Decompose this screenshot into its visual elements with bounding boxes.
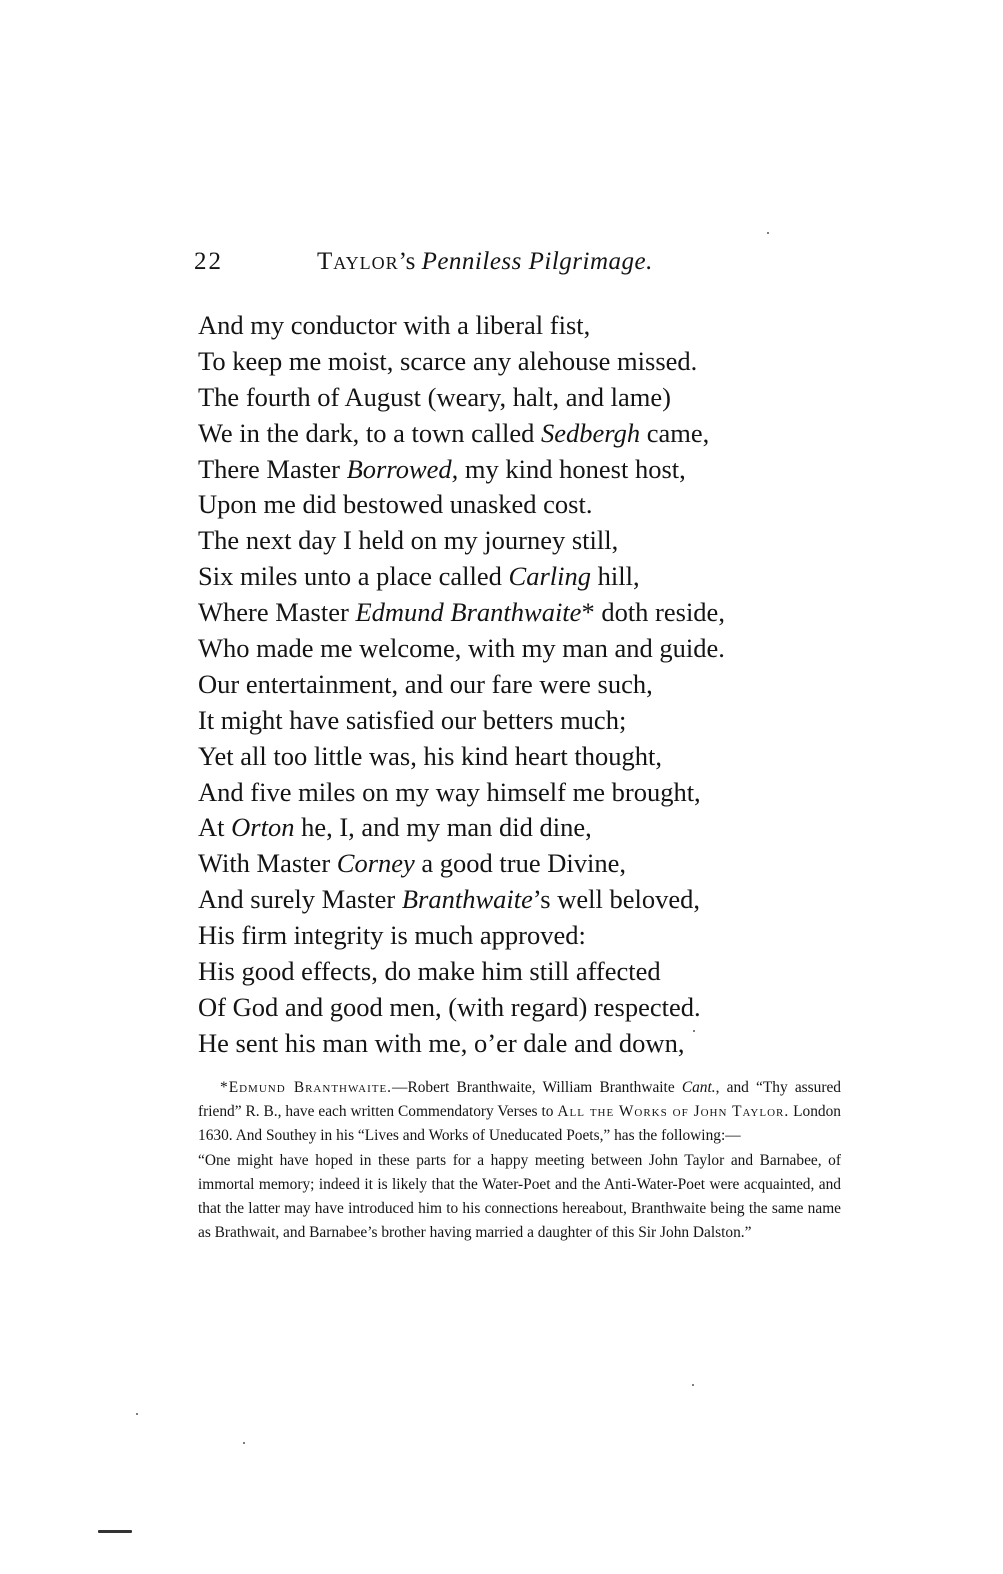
footnote-paragraph (198, 1076, 841, 1149)
poem-text-run: came, (640, 417, 710, 448)
poem-line (198, 523, 898, 559)
poem-line (198, 380, 898, 416)
poem-line (198, 954, 898, 990)
poem-italic-name: Branthwaite (401, 884, 533, 915)
poem-text-run: Of God and good men, (with regard) respected. (198, 991, 701, 1022)
poem-text-run: With Master (198, 848, 337, 879)
footnote-italic: Cant. (681, 1079, 716, 1096)
poem-line (198, 703, 898, 739)
scan-speck (692, 1384, 694, 1386)
scan-speck (98, 1530, 132, 1533)
poem-text-run: he, I, and my man did dine, (294, 812, 592, 843)
poem-text-run: We in the dark, to a town called (198, 417, 541, 448)
running-title-work: Penniless Pilgrimage. (421, 248, 653, 275)
poem-text-run: It might have satisfied our betters much; (198, 704, 627, 735)
poem-italic-name: Borrowed, (346, 453, 459, 484)
poem-text-run: Who made me welcome, with my man and guide. (198, 633, 725, 664)
poem-line (198, 846, 898, 882)
running-title-possessive: ’s (398, 248, 416, 275)
poem-text-run: And five miles on my way himself me brought, (198, 776, 701, 807)
poem-text-run: There Master (198, 453, 347, 484)
poem-text-run: His firm integrity is much approved: (198, 920, 586, 951)
poem-line (198, 990, 898, 1026)
poem-line (198, 775, 898, 811)
poem-text-run: The next day I held on my journey still, (198, 525, 619, 556)
poem-italic-name: Sedbergh (541, 417, 641, 448)
poem-text-run: And surely Master (198, 884, 402, 915)
running-header (194, 248, 794, 284)
footnote-small-caps: *Edmund Branthwaite. (220, 1079, 393, 1096)
poem-line (198, 882, 898, 918)
running-title-author: Taylor (317, 248, 399, 275)
poem-text-run: And my conductor with a liberal fist, (198, 310, 591, 340)
poem-line (198, 344, 898, 380)
poem-line (198, 631, 898, 667)
poem-text-run: * doth reside, (581, 597, 725, 628)
poem-italic-name: Carling (508, 561, 592, 592)
poem-text-run: Six miles unto a place called (198, 561, 509, 592)
poem-text-run: To keep me moist, scarce any alehouse missed. (198, 345, 698, 376)
poem-line (198, 308, 898, 344)
poem-text-run: ’s well beloved, (532, 884, 700, 915)
footnote-text-run: London 1630. And Southey in his “Lives and Works of Uneducated Poets,” has the following:— (198, 1103, 841, 1145)
scan-speck (243, 1442, 245, 1444)
poem-text-run: The fourth of August (weary, halt, and lame) (198, 381, 671, 412)
poem-line (198, 559, 898, 595)
scan-speck (136, 1413, 138, 1415)
poem-line (198, 452, 898, 488)
running-title (317, 248, 653, 276)
poem-line (198, 416, 898, 452)
footnote-quote: “One might have hoped in these parts for a happy meeting between John Taylor and Barnabee, of immortal memory; indeed it is likely that the Water-Poet and the Anti-Water-Poet were acquainted, and that the latter may have introduced him to his connections hereabout, Branthwaite being the same name as Brathwait, and Barnabee’s brother having married a daughter of this Sir John Dalston.” (198, 1151, 841, 1242)
poem-line (198, 918, 898, 954)
poem-italic-name: Corney (336, 848, 415, 879)
poem-text-run: a good true Divine, (414, 848, 626, 879)
poem-text-run: At (198, 812, 232, 843)
poem-italic-name: Edmund Branthwaite (355, 597, 582, 628)
poem-text-run: He sent his man with me, o’er dale and down, (198, 1027, 685, 1058)
poem-line (198, 739, 898, 775)
poem-line (198, 1026, 898, 1062)
poem-text-run: Our entertainment, and our fare were such, (198, 668, 653, 699)
poem-text-run: Yet all too little was, his kind heart thought, (198, 740, 662, 771)
poem-line (198, 667, 898, 703)
scan-speck (767, 232, 769, 234)
poem-line (198, 487, 898, 523)
poem-line (198, 595, 898, 631)
poem-text-run: Where Master (198, 597, 356, 628)
poem-text-run: my kind honest host, (458, 453, 686, 484)
poem-text-run: His good effects, do make him still affected (198, 956, 661, 987)
page-number: 22 (194, 248, 223, 275)
poem-text (198, 308, 898, 1062)
scan-speck (693, 1030, 695, 1032)
poem-text-run: Upon me did bestowed unasked cost. (198, 489, 593, 520)
footnote-small-caps: All the Works of John Taylor. (557, 1103, 790, 1121)
footnote-text-run: —Robert Branthwaite, William Branthwaite (392, 1079, 682, 1096)
poem-italic-name: Orton (231, 812, 295, 843)
poem-text-run: hill, (591, 561, 640, 592)
footnote-text-run: , and “Thy assured friend” R. B., have each written Commendatory Verses to (198, 1079, 841, 1121)
poem-line (198, 810, 898, 846)
footnote (198, 1076, 841, 1245)
